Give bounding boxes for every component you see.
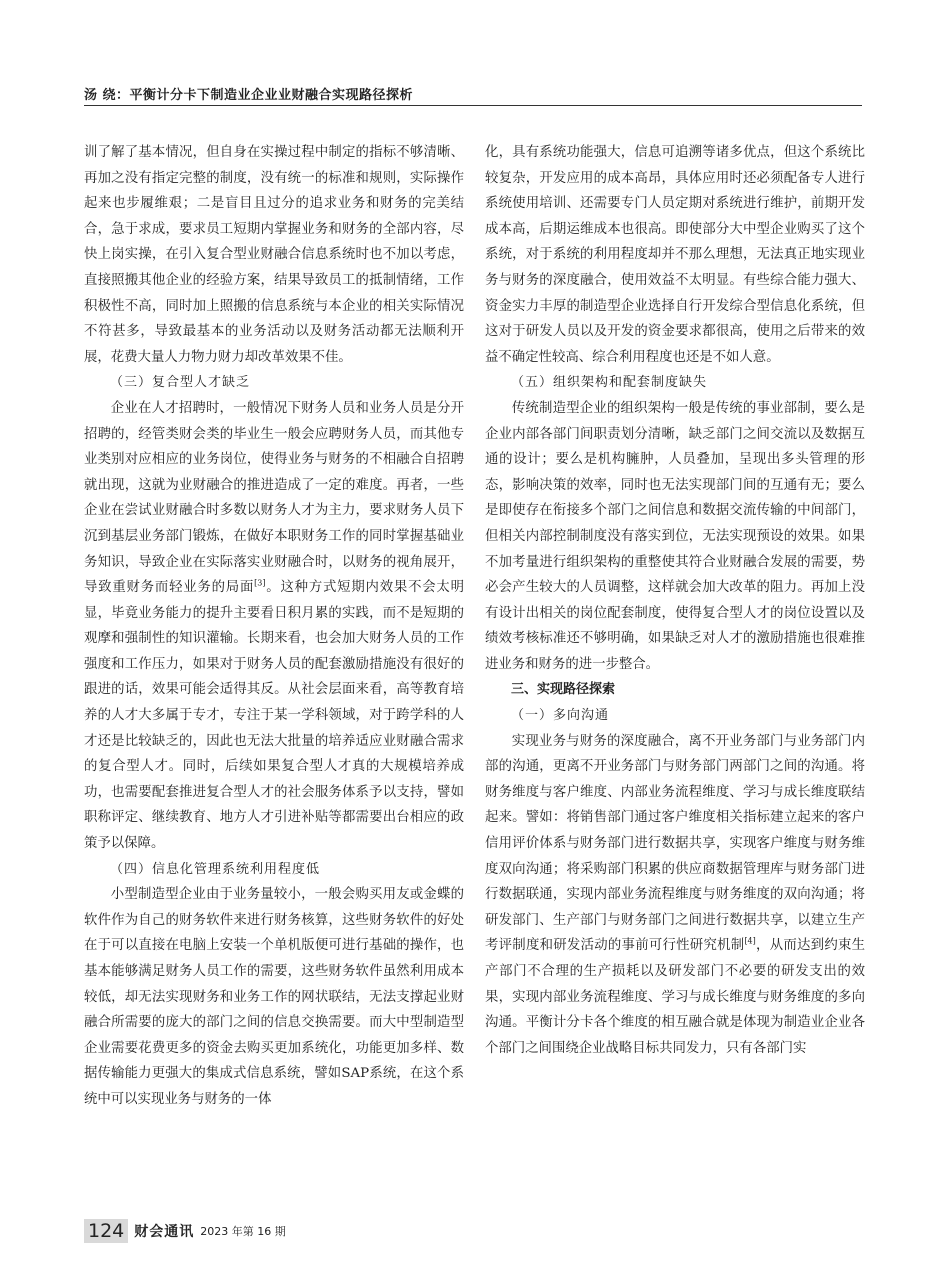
page-footer	[84, 1218, 286, 1244]
paragraph: 小型制造型企业由于业务量较小，一般会购买用友或金蝶的软件作为自己的财务软件来进行财务核算，这些财务软件的好处在于可以直接在电脑上安装一个单机版便可进行基础的操作，也基本能够满足财务人员工作的需要，这些财务软件虽然利用成本较低，却无法实现财务和业务工作的网状联结，无法支撑起业财融合所需要的庞大的部门之间的信息交换需要。而大中型制造型企业需要花费更多的资金去购买更加系统化，功能更加多样、数据传输能力更强大的集成式信息系统，譬如SAP系统，在这个系统中可以实现业务与财务的一体	[84, 887, 464, 1107]
paragraph	[84, 396, 464, 857]
subsection-heading: （四）信息化管理系统利用程度低	[110, 861, 321, 877]
left-column	[84, 140, 464, 1113]
subsection-heading: （一）多向沟通	[511, 708, 610, 724]
paragraph: 化，具有系统功能强大，信息可追溯等诸多优点，但这个系统比较复杂，开发应用的成本高昂，具体应用时还必须配备专人进行系统使用培训、还需要专门人员定期对系统进行维护，前期开发成本高，后期运维成本也很高。即使部分大中型企业购买了这个系统，对于系统的利用程度却并不那么理想，无法真正地实现业务与财务的深度融合，使用效益不太明显。有些综合能力强大、资金实力丰厚的制造型企业选择自行开发综合型信息化系统，但这对于研发人员以及开发的资金要求都很高，使用之后带来的效益不确定性较高、综合利用程度也还是不如人意。	[485, 145, 865, 365]
paragraph-text: ，从而达到约束生产部门不合理的生产损耗以及研发部门不必要的研发支出的效果，实现内部业务流程维度、学习与成长维度与财务维度的多向沟通。平衡计分卡各个维度的相互融合就是体现为制造业企业各个部门之间围绕企业战略目标共同发力，只有各部门实	[485, 938, 866, 1056]
paragraph-text: 企业在人才招聘时，一般情况下财务人员和业务人员是分开招聘的，经管类财会类的毕业生一般会应聘财务人员，而其他专业类别对应相应的业务岗位，使得业务与财务的不相融合自招聘就出现，这就为业财融合的推进造成了一定的难度。再者，一些企业在尝试业财融合时多数以财务人才为主力，要求财务人员下沉到基层业务部门锻炼，在做好本职财务工作的同时掌握基础业务知识，导致企业在实际落实业财融合时，以财务的视角展开，导致重财务而轻业务的局面	[84, 400, 464, 596]
paragraph: 传统制造型企业的组织架构一般是传统的事业部制，要么是企业内部各部门间职责划分清晰，缺乏部门之间交流以及数据互通的设计；要么是机构臃肿，人员叠加，呈现出多头管理的形态，影响决策的效率，同时也无法实现部门间的互通有无；要么是即使存在衔接多个部门之间信息和数据交流传输的中间部门，但相关内部控制制度没有落实到位，无法实现预设的效果。如果不加考量进行组织架构的重整使其符合业财融合发展的需要，势必会产生较大的人员调整，这样就会加大改革的阻力。再加上没有设计出相关的岗位配套制度，使得复合型人才的岗位设置以及绩效考核标准还不够明确，如果缺乏对人才的激励措施也很难推进业务和财务的进一步整合。	[485, 400, 865, 672]
running-header: 汤 绕：平衡计分卡下制造业企业业财融合实现路径探析	[84, 88, 414, 103]
paragraph-text: 。这种方式短期内效果不会太明显，毕竟业务能力的提升主要看日积月累的实践，而不是短期的观摩和强制性的知识灌输。长期来看，也会加大财务人员的工作强度和工作压力，如果对于财务人员的配套激励措施没有很好的跟进的话，效果可能会适得其反。从社会层面来看，高等教育培养的人才大多属于专才，专注于某一学科领域，对于跨学科的人才还是比较缺乏的，因此也无法大批量的培养适应业财融合需求的复合型人才。同时，后续如果复合型人才真的大规模培养成功，也需要配套推进复合型人才的社会服务体系予以支持，譬如职称评定、继续教育、地方人才引进补贴等都需要出台相应的政策予以保障。	[84, 580, 465, 852]
paragraph: 训了解了基本情况，但自身在实操过程中制定的指标不够清晰、再加之没有指定完整的制度，没有统一的标准和规则，实际操作起来也步履维艰；二是盲目且过分的追求业务和财务的完美结合，急于求成，要求员工短期内掌握业务和财务的全部内容，尽快上岗实操，在引入复合型业财融合信息系统时也不加以考虑，直接照搬其他企业的经验方案，结果导致员工的抵制情绪，工作积极性不高，同时加上照搬的信息系统与本企业的相关实际情况不符甚多，导致最基本的业务活动以及财务活动都无法顺利开展，花费大量人力物力财力却改革效果不佳。	[84, 145, 464, 365]
issue-info: 2023 年第 16 期	[200, 1225, 286, 1238]
subsection-heading: （三）复合型人才缺乏	[110, 375, 251, 391]
paragraph-text: 实现业务与财务的深度融合，离不开业务部门与业务部门内部的沟通，更离不开业务部门与财务部门两部门之间的沟通。将财务维度与客户维度、内部业务流程维度、学习与成长维度联结起来。譬如：将销售部门通过客户维度相关指标建立起来的客户信用评价体系与财务部门进行数据共享，实现客户维度与财务维度双向沟通；将采购部门积累的供应商数据管理库与财务部门进行数据联通，实现内部业务流程维度与财务维度的双向沟通；将研发部门、生产部门与财务部门之间进行数据共享，以建立生产考评制度和研发活动的事前可行性研究机制	[485, 733, 865, 954]
section-heading: 三、实现路径探索	[511, 682, 616, 698]
journal-name: 财会通讯	[134, 1224, 195, 1240]
header-rule	[84, 105, 862, 106]
citation: [4]	[744, 936, 756, 946]
citation: [3]	[254, 578, 266, 588]
paragraph	[485, 729, 865, 1062]
page-number: 124	[84, 1219, 128, 1243]
right-column	[485, 140, 865, 1061]
subsection-heading: （五）组织架构和配套制度缺失	[511, 375, 708, 391]
